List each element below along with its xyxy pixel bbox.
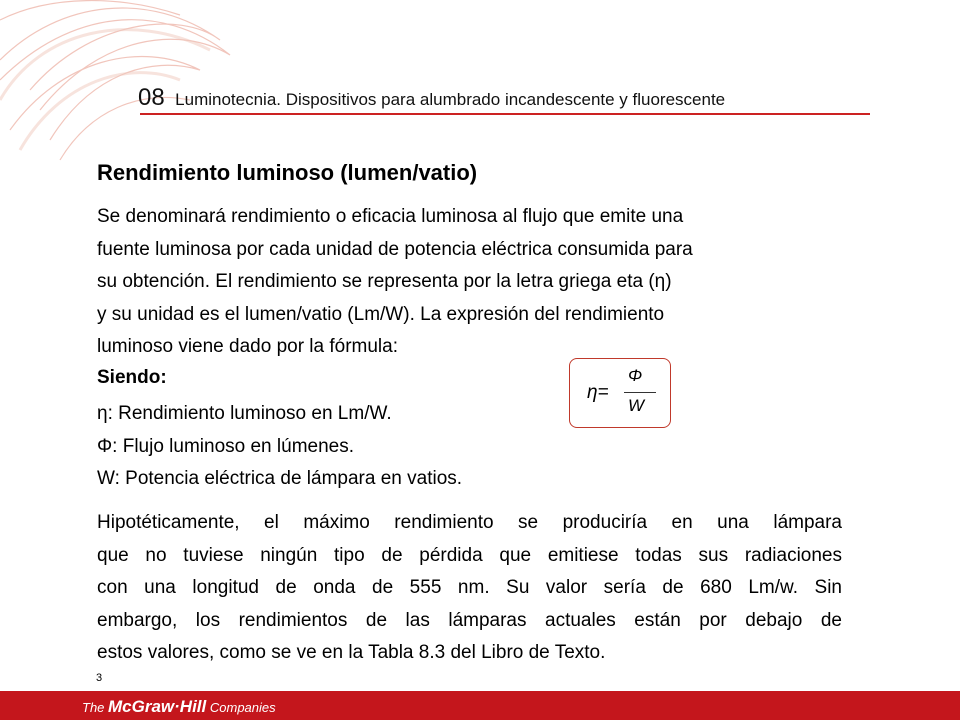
definition-item: Φ: Flujo luminoso en lúmenes. (97, 435, 355, 457)
logo-the: The (82, 700, 109, 715)
intro-line: y su unidad es el lumen/vatio (Lm/W). La expresión del rendimiento (97, 303, 665, 325)
definition-item: η: Rendimiento luminoso en Lm/W. (97, 403, 392, 424)
closing-line: Hipotéticamente, el máximo rendimiento se produciría en una lámpara (97, 512, 842, 533)
formula-numerator: Φ (628, 366, 643, 385)
formula-lhs: η= (587, 382, 609, 403)
closing-line: que no tuviese ningún tipo de pérdida que emitiese todas sus radiaciones (97, 544, 842, 566)
closing-line: con una longitud de onda de 555 nm. Su valor sería de 680 Lm/w. Sin (97, 577, 842, 598)
chapter-header (138, 84, 870, 112)
formula-box (569, 358, 671, 428)
chapter-number: 08 (138, 84, 165, 111)
intro-line: Se denominará rendimiento o eficacia luminosa al flujo que emite una (97, 206, 684, 227)
siendo-label: Siendo: (97, 367, 167, 388)
closing-paragraph (97, 507, 842, 670)
logo-companies: Companies (206, 700, 276, 715)
chapter-title: Luminotecnia. Dispositivos para alumbrado incandescente y fluorescente (175, 90, 726, 109)
definition-list (97, 398, 462, 496)
formula-denominator: W (628, 396, 645, 415)
intro-line: fuente luminosa por cada unidad de potencia eléctrica consumida para (97, 238, 693, 260)
closing-line: embargo, los rendimientos de las lámparas actuales están por debajo de (97, 609, 842, 631)
logo-brand: McGraw·Hill (108, 697, 207, 716)
section-heading: Rendimiento luminoso (lumen/vatio) (97, 160, 478, 185)
intro-line: su obtención. El rendimiento se representa por la letra griega eta (η) (97, 271, 672, 292)
intro-line: luminoso viene dado por la fórmula: (97, 336, 399, 357)
fraction-bar (624, 392, 656, 393)
definition-item: W: Potencia eléctrica de lámpara en vatios. (97, 468, 463, 489)
header-divider (140, 113, 870, 115)
intro-paragraph (97, 201, 837, 364)
closing-line: estos valores, como se ve en la Tabla 8.3 del Libro de Texto. (97, 642, 606, 663)
page-number: 3 (96, 672, 103, 684)
publisher-logo (82, 697, 276, 717)
footer-bar (0, 691, 960, 720)
